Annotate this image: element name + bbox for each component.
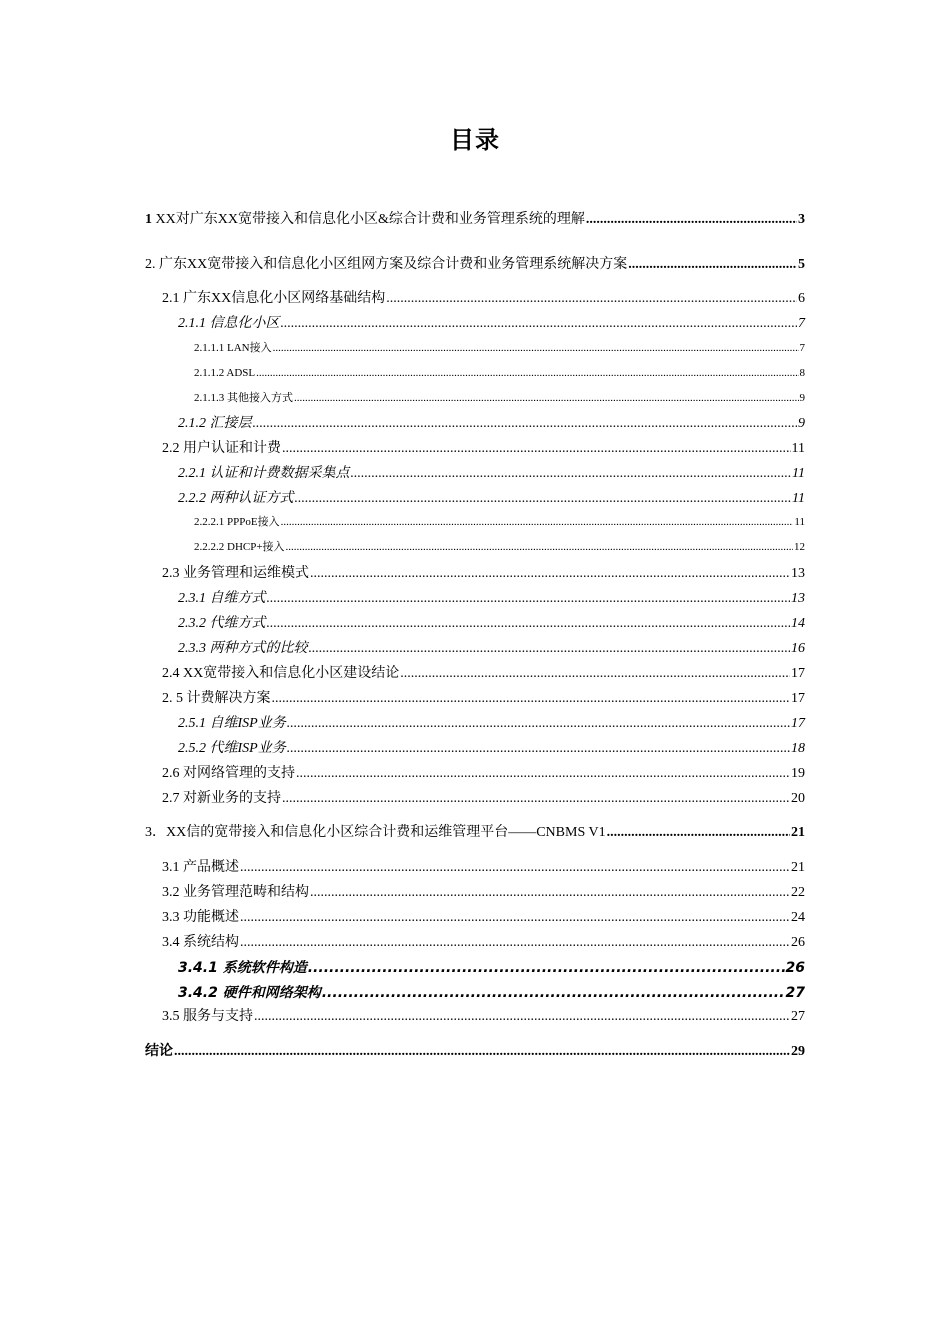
- toc-entry-2-1-1-3[interactable]: [194, 393, 805, 404]
- toc-page-number: 26: [785, 960, 805, 976]
- toc-entry-2-7[interactable]: [162, 792, 805, 806]
- toc-page-number: 7: [799, 342, 805, 354]
- toc-entry-label: 2.3.3 两种方式的比较: [178, 641, 308, 656]
- leader-dots: [296, 767, 790, 781]
- toc-page-number: 9: [798, 416, 805, 431]
- toc-entry-label: 2.2.1 认证和计费数据采集点: [178, 466, 350, 481]
- toc-page-number: 17: [791, 666, 805, 681]
- toc-entry-2-4[interactable]: [162, 667, 805, 681]
- leader-dots: [267, 592, 791, 606]
- toc-page-number: 24: [791, 910, 805, 925]
- toc-entry-2-5-1[interactable]: [178, 717, 805, 731]
- toc-page-number: 3: [798, 212, 805, 227]
- toc-entry-3-5[interactable]: [162, 1010, 805, 1024]
- leader-dots: [586, 213, 797, 227]
- toc-entry-label: 2.2.2.1 PPPoE接入: [194, 516, 280, 528]
- leader-dots: [267, 617, 791, 631]
- toc-page-number: 19: [791, 766, 805, 781]
- leader-dots: [309, 642, 791, 656]
- toc-entry-number: 1: [145, 212, 152, 227]
- leader-dots: [282, 442, 791, 456]
- toc-entry-2-1-1-1[interactable]: [194, 343, 805, 354]
- toc-entry-3-4-2[interactable]: [178, 986, 805, 1000]
- toc-entry-3-4[interactable]: [162, 936, 805, 950]
- toc-entry-3-4-1[interactable]: [178, 961, 805, 975]
- toc-entry-2-5[interactable]: [162, 692, 805, 706]
- toc-entry-2-2-2-1[interactable]: [194, 517, 805, 528]
- leader-dots: [286, 542, 793, 553]
- leader-dots: [295, 492, 792, 506]
- toc-page-number: 8: [799, 367, 805, 379]
- toc-entry-label: 2.1.1.1 LAN接入: [194, 342, 272, 354]
- toc-page-number: 26: [791, 935, 805, 950]
- leader-dots: [254, 1010, 790, 1024]
- toc-entry-3-2[interactable]: [162, 886, 805, 900]
- toc-entry-label: 2.2.2 两种认证方式: [178, 491, 294, 506]
- toc-entry-2[interactable]: [145, 258, 805, 272]
- toc-page-number: 6: [798, 291, 805, 306]
- toc-page-number: 11: [792, 466, 805, 481]
- toc-entry-label: 结论: [145, 1044, 173, 1059]
- toc-entry-2-1[interactable]: [162, 292, 805, 306]
- toc-entry-label: 2.1 广东XX信息化小区网络基础结构: [162, 291, 386, 306]
- toc-entry-label: 3.4 系统结构: [162, 935, 239, 950]
- toc-entry-label: 2.4 XX宽带接入和信息化小区建设结论: [162, 666, 400, 681]
- toc-page-number: 21: [791, 825, 805, 840]
- leader-dots: [351, 467, 792, 481]
- toc-page-number: 11: [792, 491, 805, 506]
- toc-entry-label: XX对广东XX宽带接入和信息化小区&综合计费和业务管理系统的理解: [152, 212, 585, 227]
- toc-entry-label: 3．XX信的宽带接入和信息化小区综合计费和运维管理平台——CNBMS V1: [145, 825, 606, 840]
- toc-page-number: 27: [785, 985, 805, 1001]
- toc-page-number: 22: [791, 885, 805, 900]
- toc-entry-label: 2.1.1.3 其他接入方式: [194, 392, 293, 404]
- toc-page-number: 21: [791, 860, 805, 875]
- toc-entry-2-3-1[interactable]: [178, 592, 805, 606]
- toc-entry-2-5-2[interactable]: [178, 742, 805, 756]
- toc-page-number: 17: [791, 691, 805, 706]
- toc-entry-1[interactable]: [145, 213, 805, 227]
- leader-dots: [174, 1045, 790, 1059]
- toc-entry-2-3-3[interactable]: [178, 642, 805, 656]
- toc-entry-label: 2. 广东XX宽带接入和信息化小区组网方案及综合计费和业务管理系统解决方案: [145, 257, 628, 272]
- toc-page-number: 11: [794, 516, 805, 528]
- toc-entry-2-1-1-2[interactable]: [194, 368, 805, 379]
- leader-dots: [628, 258, 797, 272]
- leader-dots: [310, 886, 790, 900]
- leader-dots: [240, 936, 790, 950]
- toc-entry-label: 3.5 服务与支持: [162, 1009, 253, 1024]
- toc-entry-label: 2.3.2 代维方式: [178, 616, 266, 631]
- toc-entry-label: 2. 5 计费解决方案: [162, 691, 271, 706]
- leader-dots: [310, 567, 790, 581]
- toc-page-number: 18: [791, 741, 805, 756]
- toc-entry-label: 2.2.2.2 DHCP+接入: [194, 541, 285, 553]
- leader-dots: [287, 717, 790, 731]
- toc-entry-label: 2.3.1 自维方式: [178, 591, 266, 606]
- toc-entry-label: 2.1.1 信息化小区: [178, 316, 280, 331]
- toc-entry-conclusion[interactable]: [145, 1045, 805, 1059]
- toc-entry-label: 3.1 产品概述: [162, 860, 239, 875]
- toc-entry-2-1-1[interactable]: [178, 317, 805, 331]
- leader-dots: [281, 517, 794, 528]
- toc-entry-2-6[interactable]: [162, 767, 805, 781]
- toc-entry-3-3[interactable]: [162, 911, 805, 925]
- toc-page-number: 12: [794, 541, 805, 553]
- toc-page-number: 20: [791, 791, 805, 806]
- toc-entry-label: 2.6 对网络管理的支持: [162, 766, 295, 781]
- toc-entry-label: 2.1.2 汇接层: [178, 416, 252, 431]
- toc-page-number: 13: [791, 566, 805, 581]
- toc-page-number: 13: [791, 591, 805, 606]
- leader-dots: [282, 792, 790, 806]
- toc-entry-2-1-2[interactable]: [178, 417, 805, 431]
- toc-entry-label: 3.4.2 硬件和网络架构: [178, 985, 321, 1001]
- toc-page-number: 27: [791, 1009, 805, 1024]
- leader-dots: [294, 393, 799, 404]
- toc-entry-label: 2.1.1.2 ADSL: [194, 367, 256, 379]
- toc-entry-2-2-2-2[interactable]: [194, 542, 805, 553]
- leader-dots: [607, 826, 790, 840]
- toc-entry-2-2[interactable]: [162, 442, 805, 456]
- toc-entry-2-2-1[interactable]: [178, 467, 805, 481]
- toc-entry-label: 2.2 用户认证和计费: [162, 441, 281, 456]
- leader-dots: [322, 986, 785, 1000]
- toc-entry-label: 2.7 对新业务的支持: [162, 791, 281, 806]
- toc-page-number: 5: [798, 257, 805, 272]
- toc-entry-3-1[interactable]: [162, 861, 805, 875]
- toc-entry-2-3[interactable]: [162, 567, 805, 581]
- toc-entry-2-3-2[interactable]: [178, 617, 805, 631]
- leader-dots: [240, 861, 790, 875]
- toc-page-number: 29: [791, 1044, 805, 1059]
- leader-dots: [287, 742, 790, 756]
- page-title: 目录: [450, 126, 500, 154]
- toc-entry-label: 2.5.1 自维ISP业务: [178, 716, 286, 731]
- toc-page-number: 9: [799, 392, 805, 404]
- leader-dots: [272, 692, 791, 706]
- toc-entry-3[interactable]: [145, 826, 805, 840]
- toc-page-number: 7: [798, 316, 805, 331]
- toc-entry-label: 3.3 功能概述: [162, 910, 239, 925]
- leader-dots: [400, 667, 790, 681]
- leader-dots: [281, 317, 798, 331]
- toc-page-number: 16: [791, 641, 805, 656]
- toc-page-number: 11: [791, 441, 805, 456]
- toc-page-number: 17: [791, 716, 805, 731]
- leader-dots: [308, 961, 785, 975]
- leader-dots: [240, 911, 790, 925]
- leader-dots: [253, 417, 798, 431]
- toc-entry-2-2-2[interactable]: [178, 492, 805, 506]
- toc-entry-label: 2.3 业务管理和运维模式: [162, 566, 309, 581]
- leader-dots: [273, 343, 799, 354]
- leader-dots: [386, 292, 797, 306]
- toc-entry-label: 2.5.2 代维ISP业务: [178, 741, 286, 756]
- leader-dots: [256, 368, 798, 379]
- toc-entry-label: 3.4.1 系统软件构造: [178, 960, 307, 976]
- toc-entry-label: 3.2 业务管理范畴和结构: [162, 885, 309, 900]
- toc-page-number: 14: [791, 616, 805, 631]
